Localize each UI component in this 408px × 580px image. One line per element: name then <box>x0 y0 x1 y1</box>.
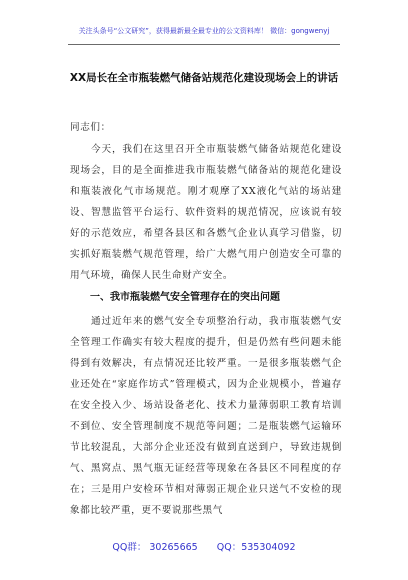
document-title: XX局长在全市瓶装燃气储备站规范化建设现场会上的讲话 <box>69 72 339 84</box>
section-heading: 一、我市瓶装燃气安全管理存在的突出问题 <box>90 292 280 303</box>
paragraph-2: 通过近年来的燃气安全专项整治行动，我市瓶装燃气安全管理工作确实有较大程度的提升，但是仍然有些问题未能得到有效解决，有点情况还比较严重。一是很多瓶装燃气企业还处在“家庭作坊式”管理模式，因为企业规模小，普遍存在安全投入少、场站设备老化、技术力量薄弱职工教育培训不到位、安全管理制度不规范等问题；二是瓶装燃气运输环节比较混乱，大部分企业还没有做到直送到户，导致违规倒气、黑窝点、黑气瓶无证经营等现象在各县区不同程度的存在；三是用户安检环节相对薄弱正规企业只送气不安检的现象都比较严重，更不要说那些黑气 <box>70 316 342 516</box>
footer-qq: QQ：535304092 <box>216 542 296 553</box>
footer-qq-group: QQ群： 30265665 <box>112 542 198 553</box>
header-divider <box>68 44 340 45</box>
header-banner: 关注头条号“公文研究”，获得最新最全最专业的公文资料库！ 微信：gongwenyj <box>78 27 330 35</box>
paragraph-1: 今天，我们在这里召开全市瓶装燃气储备站规范化建设现场会，目的是全面推进我市瓶装燃气储备站的规范化建设和瓶装液化气市场规范。刚才观摩了XX液化气站的场站建设、智慧监管平台运行、软件资料的规范情况，应该说有较好的示范效应，希望各县区和各燃气企业认真学习借鉴，切实抓好瓶装燃气规范管理，给广大燃气用户创造安全可靠的用气环境，确保人民生命财产安全。 <box>70 144 342 281</box>
footer-contact <box>0 539 408 553</box>
salutation: 同志们： <box>70 122 111 133</box>
